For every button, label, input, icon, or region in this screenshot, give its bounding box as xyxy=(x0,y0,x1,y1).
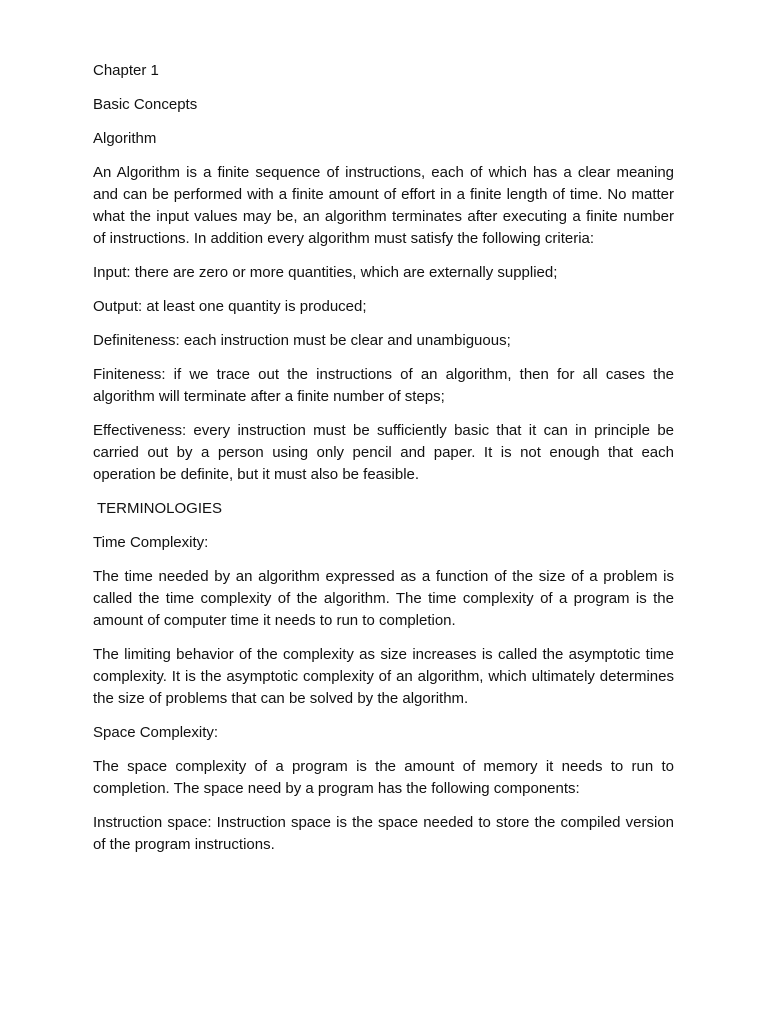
time-complexity-paragraph-1: The time needed by an algorithm expressed as a function of the size of a problem is called the time complexity of the algorithm. The time complexity of a program is the amount of computer time it needs to run to completion. xyxy=(93,568,674,629)
criterion-finiteness: Finiteness: if we trace out the instructions of an algorithm, then for all cases the algorithm will terminate after a finite number of steps; xyxy=(93,366,674,405)
algorithm-heading: Algorithm xyxy=(93,130,157,147)
instruction-space-paragraph: Instruction space: Instruction space is the space needed to store the compiled version of the program instructions. xyxy=(93,814,674,853)
document-page xyxy=(93,60,674,868)
space-complexity-heading: Space Complexity: xyxy=(93,724,219,741)
criterion-effectiveness: Effectiveness: every instruction must be sufficiently basic that it can in principle be carried out by a person using only pencil and paper. It is not enough that each operation be definite, but it must also be feasible. xyxy=(93,422,674,483)
terminologies-heading: TERMINOLOGIES xyxy=(97,500,223,517)
time-complexity-heading: Time Complexity: xyxy=(93,534,209,551)
criterion-output: Output: at least one quantity is produced; xyxy=(93,298,367,315)
section-title: Basic Concepts xyxy=(93,96,198,113)
space-complexity-paragraph: The space complexity of a program is the amount of memory it needs to run to completion. The space need by a program has the following components: xyxy=(93,758,674,797)
criterion-input: Input: there are zero or more quantities, which are externally supplied; xyxy=(93,264,558,281)
time-complexity-paragraph-2: The limiting behavior of the complexity as size increases is called the asymptotic time complexity. It is the asymptotic complexity of an algorithm, which ultimately determines the size of problems that can be solved by the algorithm. xyxy=(93,646,674,707)
algorithm-definition-paragraph: An Algorithm is a finite sequence of instructions, each of which has a clear meaning and can be performed with a finite amount of effort in a finite length of time. No matter what the input values may be, an algorithm terminates after executing a finite number of instructions. In addition every algorithm must satisfy the following criteria: xyxy=(93,164,674,247)
chapter-label: Chapter 1 xyxy=(93,62,159,79)
criterion-definiteness: Definiteness: each instruction must be clear and unambiguous; xyxy=(93,332,511,349)
